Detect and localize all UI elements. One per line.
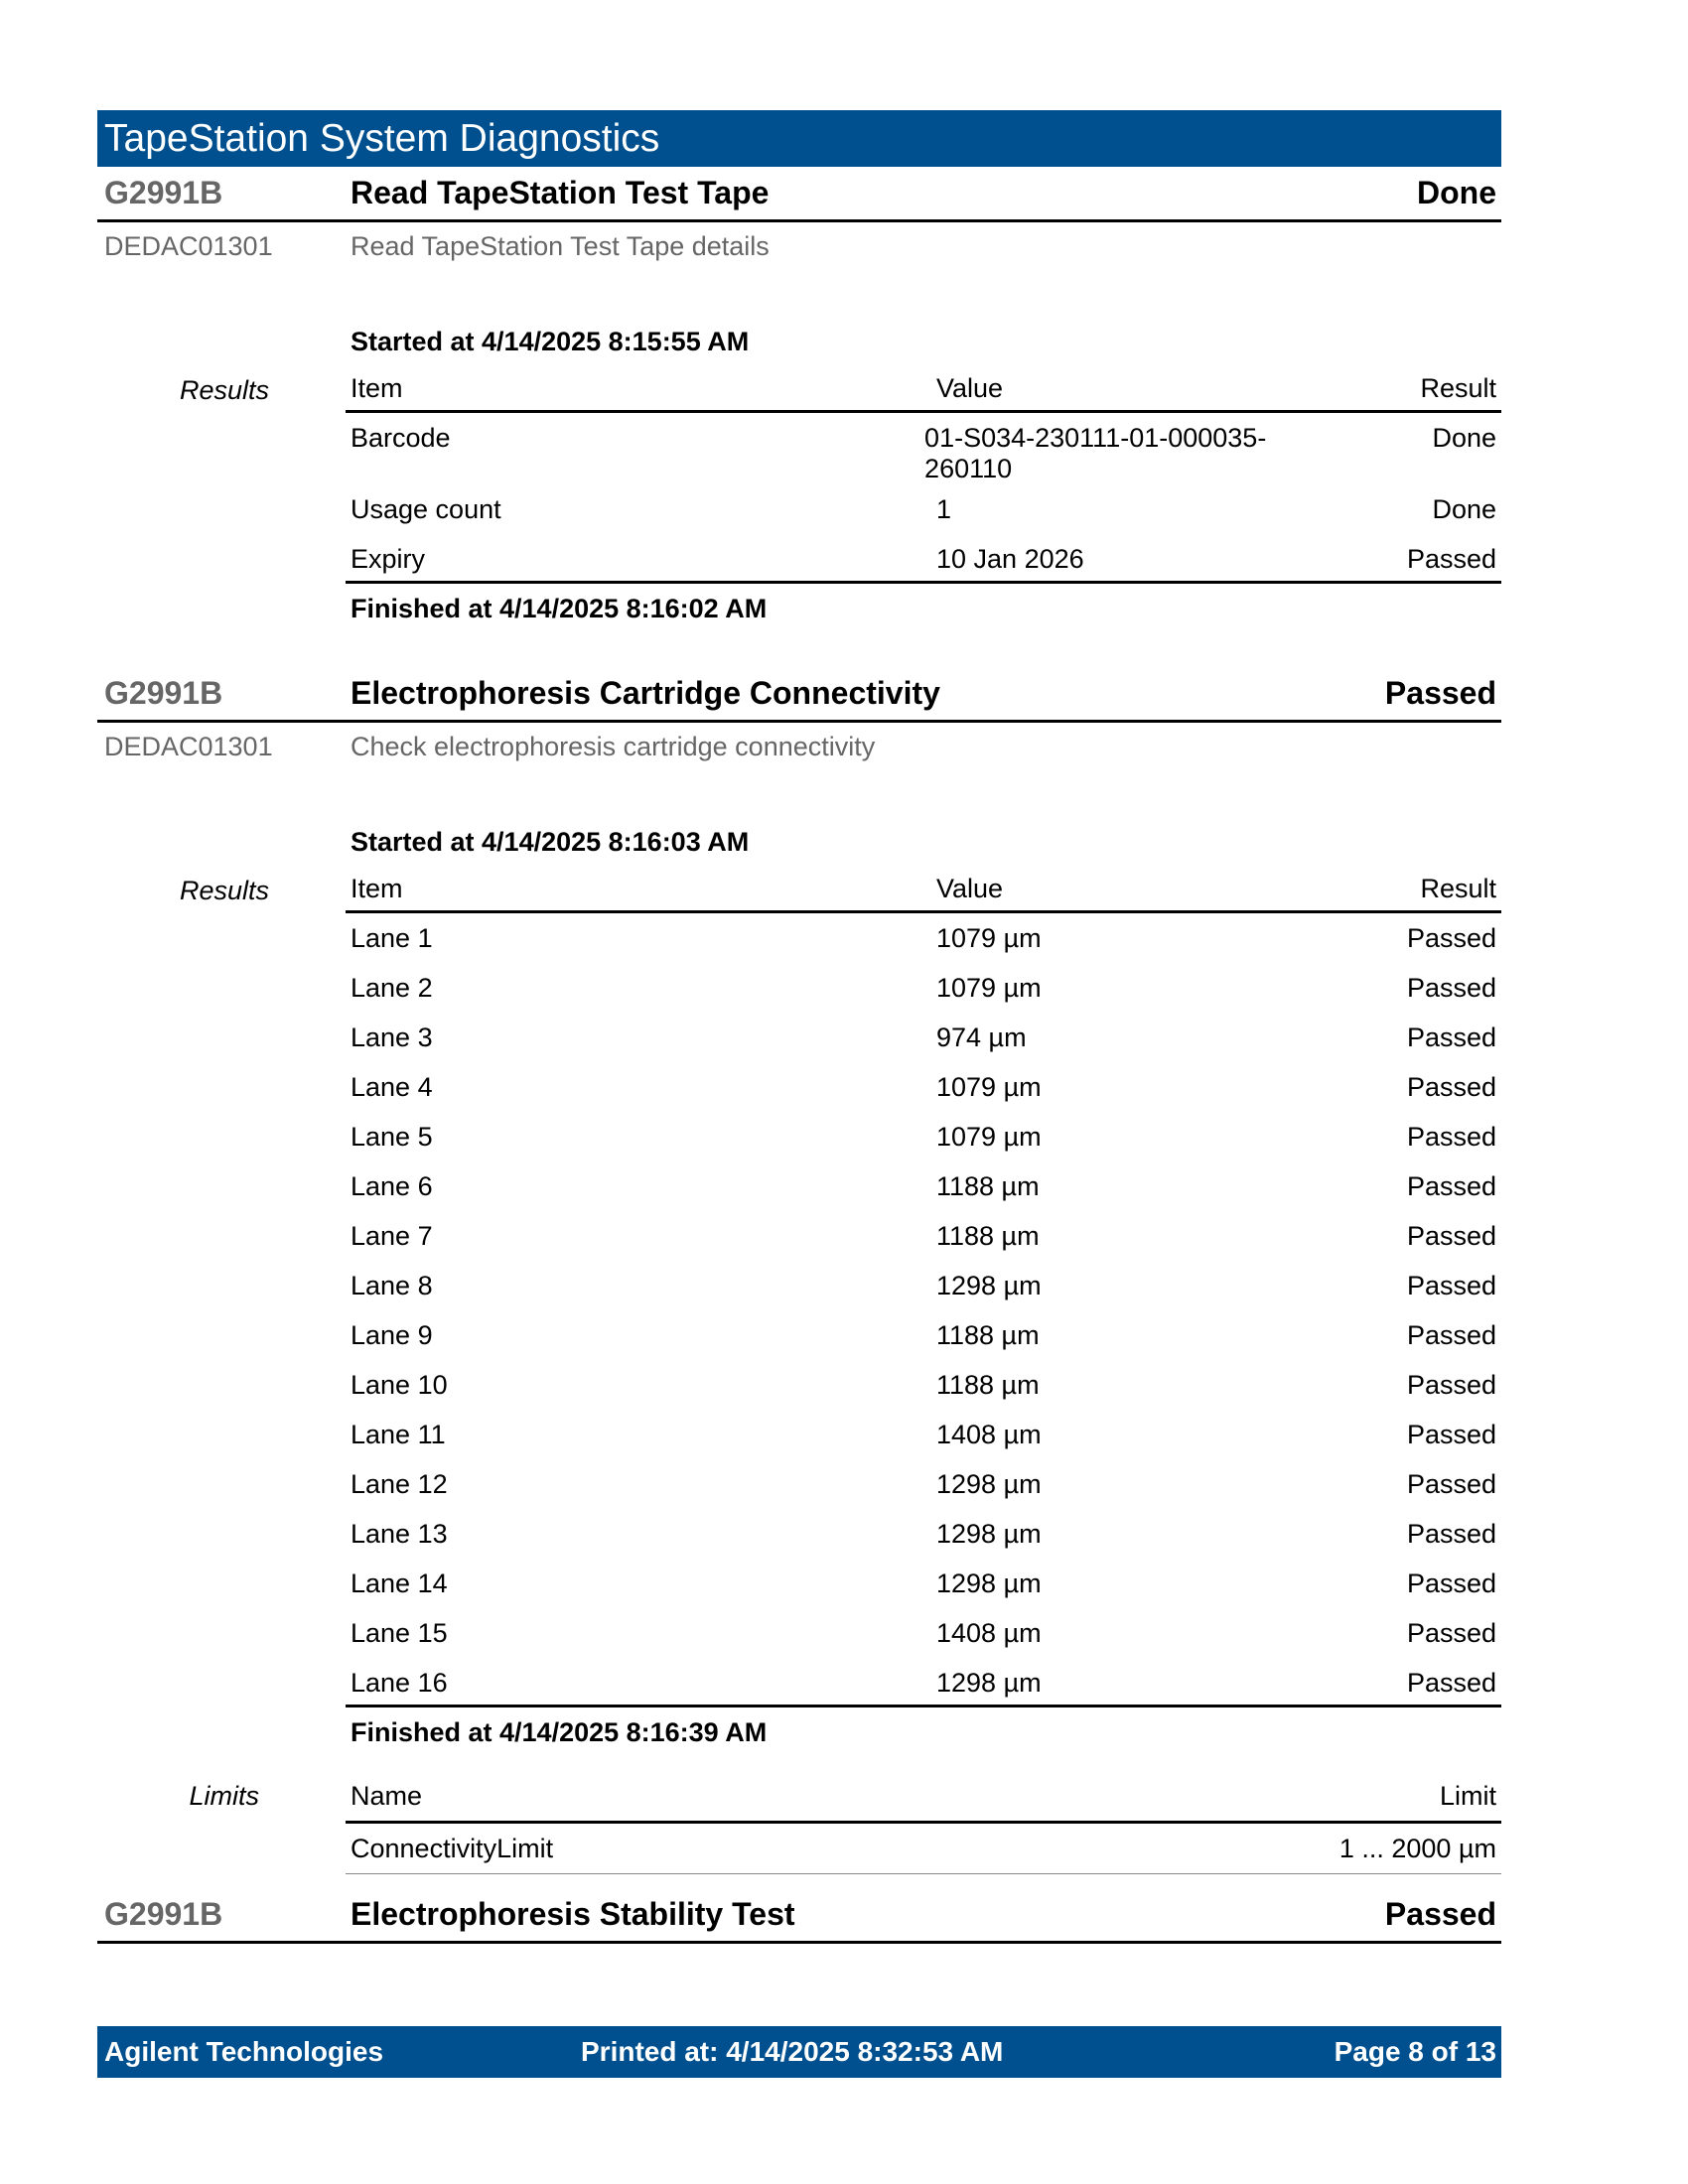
- row-item: Lane 11: [351, 1420, 446, 1449]
- row-result: Done: [1432, 423, 1496, 453]
- col-item: Item: [351, 874, 403, 903]
- section-status: Done: [1417, 175, 1496, 210]
- row-result: Passed: [1406, 1668, 1496, 1698]
- table-header: [346, 363, 1501, 413]
- table-row: [346, 1608, 1501, 1658]
- row-item: Lane 9: [351, 1320, 433, 1350]
- section-status: Passed: [1384, 675, 1496, 711]
- report-page: [97, 110, 1501, 1944]
- table-row: [346, 1410, 1501, 1459]
- table-row: [346, 484, 1501, 534]
- section-title: Read TapeStation Test Tape: [351, 175, 770, 210]
- row-value: 1188 µm: [936, 1221, 1040, 1251]
- row-result: Done: [1432, 494, 1496, 524]
- results-table: [346, 363, 1501, 584]
- table-row: [346, 534, 1501, 584]
- row-item: Lane 7: [351, 1221, 433, 1251]
- serial-number: DEDAC01301: [104, 731, 273, 761]
- table-row: [346, 1112, 1501, 1161]
- row-result: Passed: [1406, 973, 1496, 1003]
- row-result: Passed: [1406, 1519, 1496, 1549]
- section-title: Electrophoresis Stability Test: [351, 1896, 795, 1932]
- row-item: Lane 5: [351, 1122, 433, 1152]
- row-value: 1298 µm: [936, 1271, 1042, 1300]
- results-block: [97, 864, 1501, 1707]
- row-item: Lane 2: [351, 973, 433, 1003]
- section-description: Read TapeStation Test Tape details: [351, 230, 770, 261]
- row-value: 1298 µm: [936, 1668, 1042, 1698]
- row-item: Lane 15: [351, 1618, 448, 1648]
- row-value: 1079 µm: [936, 1122, 1042, 1152]
- row-result: Passed: [1406, 923, 1496, 953]
- row-result: Passed: [1406, 1072, 1496, 1102]
- serial-number: DEDAC01301: [104, 230, 273, 261]
- col-value: Value: [936, 874, 1004, 903]
- table-row: [346, 1211, 1501, 1261]
- row-value: 974 µm: [936, 1023, 1027, 1052]
- limits-row: [346, 1824, 1501, 1874]
- row-item: Lane 16: [351, 1668, 448, 1698]
- row-value: 1298 µm: [936, 1569, 1042, 1598]
- row-value: [924, 423, 1302, 484]
- limit-value: 1 ... 2000 µm: [1338, 1833, 1496, 1863]
- report-banner: TapeStation System Diagnostics: [97, 110, 1501, 167]
- results-label: Results: [179, 375, 269, 405]
- row-result: Passed: [1406, 1023, 1496, 1052]
- results-label: Results: [179, 876, 269, 905]
- row-item: Lane 6: [351, 1171, 433, 1201]
- limits-label: Limits: [189, 1781, 259, 1811]
- row-item: Lane 3: [351, 1023, 433, 1052]
- section-status: Passed: [1384, 1896, 1496, 1932]
- col-name: Name: [351, 1780, 423, 1811]
- section-subheader: [97, 222, 1501, 270]
- row-value: 10 Jan 2026: [936, 544, 1084, 574]
- row-item: Lane 8: [351, 1271, 433, 1300]
- row-result: Passed: [1406, 1370, 1496, 1400]
- row-value: 1079 µm: [936, 1072, 1042, 1102]
- started-time: Started at 4/14/2025 8:16:03 AM: [351, 827, 750, 857]
- row-value: 1298 µm: [936, 1519, 1042, 1549]
- row-result: Passed: [1406, 1569, 1496, 1598]
- row-value: 1408 µm: [936, 1420, 1042, 1449]
- row-result: Passed: [1406, 1271, 1496, 1300]
- table-row: [346, 913, 1501, 963]
- row-result: Passed: [1406, 1618, 1496, 1648]
- row-item: Lane 12: [351, 1469, 448, 1499]
- printed-time: Printed at: 4/14/2025 8:32:53 AM: [581, 2036, 1004, 2067]
- limit-name: ConnectivityLimit: [351, 1833, 554, 1863]
- row-result: Passed: [1406, 1320, 1496, 1350]
- row-item: Lane 14: [351, 1569, 448, 1598]
- section-subheader: [97, 723, 1501, 770]
- row-item: Lane 1: [351, 923, 433, 953]
- row-result: Passed: [1406, 1171, 1496, 1201]
- row-result: Passed: [1406, 1469, 1496, 1499]
- section-header: [97, 167, 1501, 222]
- table-row: [346, 1509, 1501, 1559]
- section-title: Electrophoresis Cartridge Connectivity: [351, 675, 940, 711]
- page-number: Page 8 of 13: [1334, 2036, 1496, 2067]
- results-table: [346, 864, 1501, 1707]
- col-result: Result: [1420, 373, 1496, 403]
- row-item: Lane 4: [351, 1072, 433, 1102]
- table-row: [346, 1310, 1501, 1360]
- row-value: 1188 µm: [936, 1320, 1040, 1350]
- table-row: [346, 413, 1501, 484]
- model-number: G2991B: [104, 1896, 223, 1932]
- row-value-text: 01-S034-230111-01-000035-260110: [924, 423, 1267, 483]
- table-row: [346, 1658, 1501, 1707]
- row-value: 1188 µm: [936, 1171, 1040, 1201]
- company-name: Agilent Technologies: [104, 2036, 384, 2067]
- row-item: Barcode: [351, 423, 451, 453]
- row-value: 1079 µm: [936, 923, 1042, 953]
- limits-table: [346, 1771, 1501, 1874]
- row-result: Passed: [1406, 544, 1496, 574]
- row-result: Passed: [1406, 1221, 1496, 1251]
- row-value: 1: [936, 494, 952, 524]
- table-header: [346, 864, 1501, 913]
- row-result: Passed: [1406, 1122, 1496, 1152]
- table-row: [346, 963, 1501, 1013]
- col-result: Result: [1420, 874, 1496, 903]
- section-header: [97, 1888, 1501, 1944]
- started-time: Started at 4/14/2025 8:15:55 AM: [351, 327, 750, 356]
- table-row: [346, 1161, 1501, 1211]
- row-value: 1188 µm: [936, 1370, 1040, 1400]
- col-item: Item: [351, 373, 403, 403]
- section-header: [97, 667, 1501, 723]
- row-item: Expiry: [351, 544, 426, 574]
- row-result: Passed: [1406, 1420, 1496, 1449]
- results-block: [97, 363, 1501, 584]
- page-footer: [97, 2026, 1501, 2078]
- limits-block: [97, 1771, 1501, 1874]
- model-number: G2991B: [104, 175, 223, 210]
- section-description: Check electrophoresis cartridge connectivity: [351, 731, 876, 761]
- finished-time: Finished at 4/14/2025 8:16:02 AM: [351, 594, 768, 623]
- table-row: [346, 1013, 1501, 1062]
- row-item: Lane 10: [351, 1370, 448, 1400]
- limits-header: [346, 1771, 1501, 1824]
- row-value: 1298 µm: [936, 1469, 1042, 1499]
- table-row: [346, 1459, 1501, 1509]
- row-item: Usage count: [351, 494, 501, 524]
- table-row: [346, 1261, 1501, 1310]
- model-number: G2991B: [104, 675, 223, 711]
- table-row: [346, 1360, 1501, 1410]
- table-row: [346, 1062, 1501, 1112]
- col-limit: Limit: [1439, 1780, 1496, 1811]
- row-item: Lane 13: [351, 1519, 448, 1549]
- col-value: Value: [936, 373, 1004, 403]
- finished-time: Finished at 4/14/2025 8:16:39 AM: [351, 1717, 768, 1747]
- row-value: 1408 µm: [936, 1618, 1042, 1648]
- table-row: [346, 1559, 1501, 1608]
- row-value: 1079 µm: [936, 973, 1042, 1003]
